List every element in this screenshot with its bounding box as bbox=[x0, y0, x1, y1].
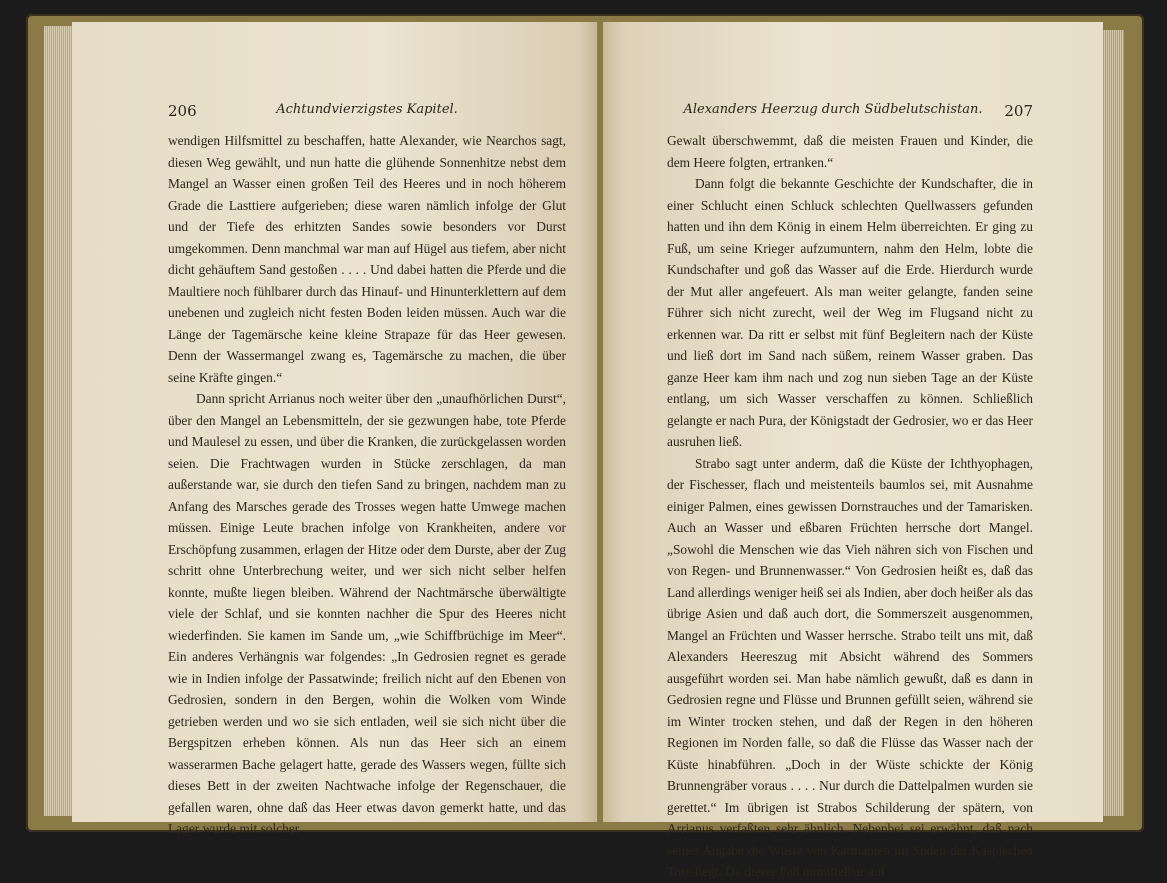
page-edges-right bbox=[1100, 30, 1124, 816]
paragraph: Strabo sagt unter anderm, daß die Küste der Ichthyophagen, der Fischesser, flach und meistenteils baumlos sei, mit Ausnahme einiger Palmen, eines gewissen Dornstrauches und der Tamarisken. Auch an Wasser und eßbaren Früchten herrsche dort Mangel. „Sowohl die Menschen wie das Vieh nähren sich von Fischen und von Regen- und Brunnenwasser.“ Von Gedrosien heißt es, daß das Land allerdings weniger heiß sei als Indien, aber doch heißer als das übrige Asien und daß auch dort, die Sommerszeit ausgenommen, Mangel an Früchten und Wasser herrsche. Strabo teilt uns mit, daß Alexanders Heereszug mit Absicht während des Sommers ausgeführt worden sei. Man habe nämlich gewußt, daß es dann in Gedrosien regne und Flüsse und Brunnen gefüllt seien, während sie im Winter trocken stehen, und daß der Regen in den höheren Regionen im Norden falle, so daß die Flüsse das Wasser nach der Küste hinabführen. „Doch in der Wüste schickte der König Brunnengräber voraus . . . . Nur durch die Dattelpalmen wurden sie gerettet.“ Im übrigen ist Strabos Schilderung der spätern, von Arrianus verfaßten sehr ähnlich. Nebenbei sei erwähnt, daß nach seiner Angabe die Wüste von Karmanien im Süden der Kaspischen Tore liegt. Da dieser Paß unmittelbar auf bbox=[667, 455, 1033, 879]
left-page-header bbox=[168, 102, 566, 122]
paragraph: Gewalt überschwemmt, daß die meisten Frauen und Kinder, die dem Heere folgten, ertranken.“ bbox=[667, 133, 1033, 170]
right-page-header bbox=[633, 102, 1033, 122]
left-page-body bbox=[168, 130, 566, 840]
page-number: 206 bbox=[168, 102, 197, 120]
paragraph: Dann folgt die bekannte Geschichte der Kundschafter, die in einer Schlucht einen Schluck schlechten Quellwassers gefunden hatten und ihn dem König in einem Helm überreichten. Er ging zu Fuß, um seine Krieger aufzumuntern, nahm den Helm, lobte die Kundschafter und goß das Wasser auf die Erde. Hierdurch wurde der Mut aller angefeuert. Als man weiter gelangte, fanden seine Führer sich nicht zurecht, weil der Weg im Flugsand nicht zu erkennen war. Da ritt er selbst mit fünf Begleitern nach der Küste und ließ dort im Sand nach süßem, reinem Wasser graben. Das ganze Heer kam ihm nach und zog nun sieben Tage an der Küste entlang, um sich Wasser verschaffen zu können. Schließlich gelangte er nach Pura, der Königstadt der Gedrosier, wo er das Heer ausruhen ließ. bbox=[667, 176, 1033, 449]
paragraph: wendigen Hilfsmittel zu beschaffen, hatte Alexander, wie Nearchos sagt, diesen Weg gewählt, und nun hatte die glühende Sonnenhitze nebst dem Mangel an Wasser einen großen Teil des Heeres und in noch höherem Grade die Lasttiere aufgerieben; diese waren nämlich infolge der Glut und der Tiefe des erhitzten Sandes sowie besonders vor Durst umgekommen. Denn manchmal war man auf Hügel aus tiefem, aber nicht dicht gehäuftem Sand gestoßen . . . . Und dabei hatten die Pferde und die Maultiere noch fühlbarer durch das Hinauf- und Hinunterklettern auf dem unebenen und zugleich nicht festen Boden leiden müssen. Auch war die Länge der Tagemärsche keine kleine Strapaze für das Heer gewesen. Denn der Wassermangel zwang es, Tagemärsche zu machen, die über seine Kräfte gingen.“ bbox=[168, 133, 566, 385]
running-title: Alexanders Heerzug durch Südbelutschistan. bbox=[683, 102, 983, 117]
running-title: Achtundvierzigstes Kapitel. bbox=[276, 102, 458, 117]
right-page-body bbox=[667, 130, 1033, 883]
right-page bbox=[603, 22, 1103, 879]
page-edges-left bbox=[44, 26, 74, 816]
page-number: 207 bbox=[1004, 102, 1033, 120]
left-page bbox=[72, 22, 597, 836]
paragraph: Dann spricht Arrianus noch weiter über den „unaufhörlichen Durst“, über den Mangel an Lebensmitteln, der sie gezwungen habe, tote Pferde und Maulesel zu essen, und über die Kranken, die zurückgelassen worden seien. Die Frachtwagen wurden in Stücke zerschlagen, da man außerstande war, sie durch den tiefen Sand zu bringen, nachdem man zu Anfang des Marsches gerade des Trosses wegen hatte Umwege machen müssen. Einige Leute brachen infolge von Krankheiten, andere vor Erschöpfung zusammen, erlagen der Hitze oder dem Durste, aber der Zug schritt ohne Unterbrechung weiter, und wer sich nicht selber helfen konnte, mußte liegen bleiben. Während der Nachtmärsche überwältigte viele der Schlaf, und sie konnten nachher die Spur des Heeres nicht wiederfinden. Sie kamen im Sande um, „wie Schiffbrüchige im Meer“. Ein anderes Verhängnis war folgendes: „In Gedrosien regnet es gerade wie in Indien infolge der Passatwinde; freilich nicht auf den Ebenen von Gedrosien, sondern in den Bergen, wohin die Wolken vom Winde getrieben werden und wo sie sich entladen, weil sie sich nicht über die Bergspitzen erheben können. Als nun das Heer sich an einem wasserarmen Bache gelagert hatte, gerade des Wassers wegen, füllte sich dieses Bett in der zweiten Nachtwache infolge der Regenschauer, die gefallen waren, ohne daß das Heer etwas davon gemerkt hatte, und das Lager wurde mit solcher bbox=[168, 391, 566, 836]
